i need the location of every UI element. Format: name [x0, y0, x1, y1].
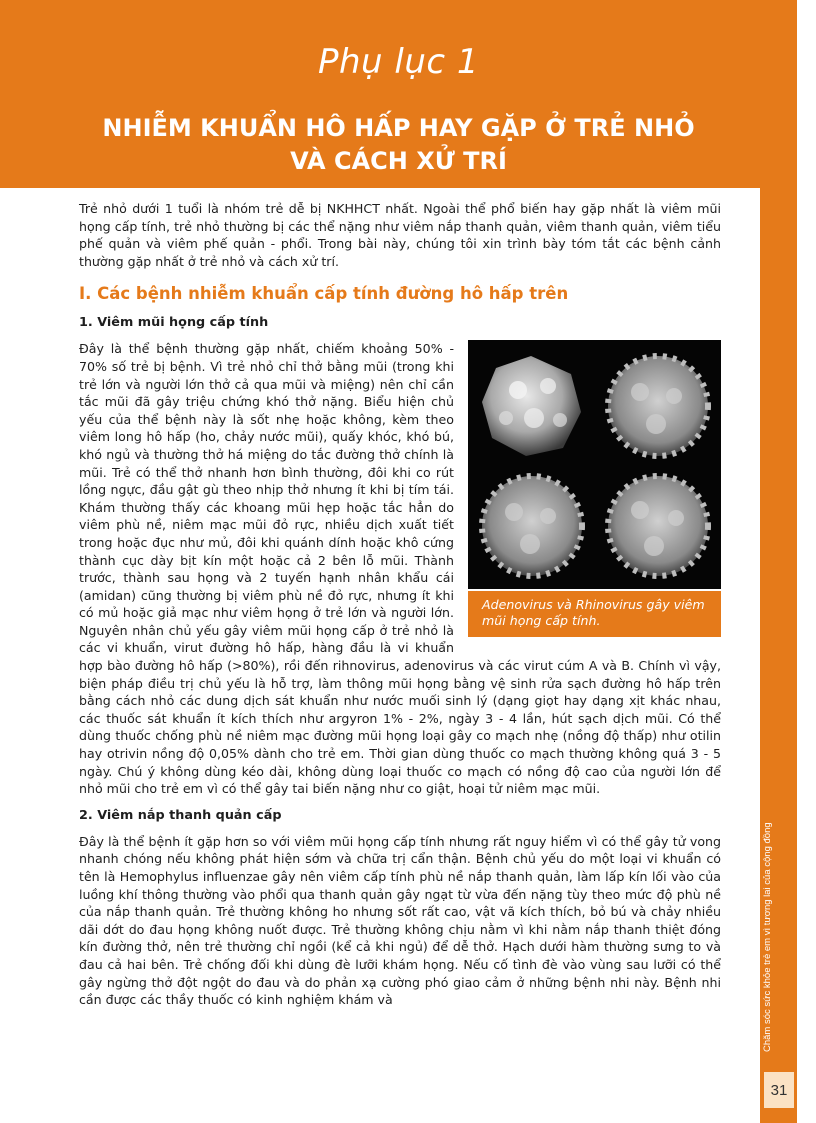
title-line-1: NHIỄM KHUẨN HÔ HẤP HAY GẶP Ở TRẺ NHỎ — [102, 114, 695, 142]
appendix-label: Phụ lục 1 — [317, 42, 480, 82]
subsection-heading-1: 1. Viêm mũi họng cấp tính — [79, 315, 269, 331]
rhinovirus-particle-3 — [608, 476, 708, 576]
virus-figure — [468, 340, 721, 637]
figure-caption: Adenovirus và Rhinovirus gây viêm mũi họng cấp tính. — [468, 591, 721, 637]
intro-paragraph: Trẻ nhỏ dưới 1 tuổi là nhóm trẻ dễ bị NKHHCT nhất. Ngoài thể phổ biến hay gặp nhất là viêm mũi họng cấp tính, trẻ nhỏ thường bị các thể nặng như viêm nắp thanh quản, viêm thanh quản, viêm tiểu phế quản và viêm phế quản - phổi. Trong bài này, chúng tôi xin trình bày tóm tắt các bệnh cảnh thường gặp nhất ở trẻ nhỏ và cách xử trí. — [79, 201, 721, 269]
page-title — [40, 112, 757, 178]
section-heading: I. Các bệnh nhiễm khuẩn cấp tính đường hô hấp trên — [79, 284, 569, 304]
page-number-text: 31 — [770, 1081, 788, 1099]
header-banner — [0, 0, 797, 188]
title-line-2: VÀ CÁCH XỬ TRÍ — [290, 147, 507, 175]
rhinovirus-particle-2 — [482, 476, 582, 576]
rhinovirus-particle-1 — [608, 356, 708, 456]
virus-micrograph-image — [468, 340, 721, 589]
subsection-heading-2: 2. Viêm nắp thanh quản cấp — [79, 807, 282, 823]
subsection-1-body: Đây là thể bệnh thường gặp nhất, chiếm khoảng 50% - 70% số trẻ bị bệnh. Vì trẻ nhỏ chỉ thở bằng mũi (trong khi trẻ lớn và người lớn thở cả qua mũi và miệng) nên chỉ cần tắc mũi đã gây triệu chứng khó thở nặng. Biểu hiện chủ yếu của thể bệnh này là sốt nhẹ hoặc không, kèm theo viêm long hô hấp (ho, chảy nước mũi), quấy khóc, khó bú, khó ngủ và thường thở há miệng do tắc đường thở chính là mũi. Trẻ có thể thở nhanh hơn bình thường, đôi khi co rút lồng ngực, đầu gật gù theo nhịp thở nhưng ít khi bị tím tái. Khám thường thấy các khoang mũi hẹp hoặc tắc hẳn do viêm phù nề, niêm mạc mũi đỏ rực, nhiều dịch xuất tiết trong hoặc đục như mủ, đôi khi quánh dính hoặc khô cứng thành cục dày bịt kín một hoặc cả 2 bên lỗ mũi. Thành trước, thành sau họng và 2 tuyến hạnh nhân khẩu cái (amidan) cũng thường bị viêm phù nề đỏ rực, nhưng ít khi có mủ hoặc giả mạc như viêm họng ở trẻ lớn và người lớn. Nguyên nhân chủ yếu gây viêm mũi họng cấp ở trẻ nhỏ là các vi khuẩn, virut đường hô hấp, hàng đầu là vi khuẩn hợp bào đường hô hấp (>80%), rồi đến rihnovirus, adenovirus và các virut cúm A và B. Chính vì vậy, biện pháp điều trị chủ yếu là hỗ trợ, làm thông mũi họng bằng vệ sinh rửa sạch đường hô hấp trên bằng cách nhỏ các dung dịch sát khuẩn như nước muối sinh lý (dạng giọt hay dạng xịt khác nhau, các thuốc sát khuẩn ít kích thích như argyron 1% - 2%, ngày 3 - 4 lần, hút sạch dịch mũi. Có thể dùng thuốc chống phù nề niêm mạc đường mũi họng loại gây co mạch nhẹ (nồng độ thấp) như otilin hay otrivin nồng độ 0,05% dành cho trẻ em. Thời gian dùng thuốc co mạch thường không quá 3 - 5 ngày. Chú ý không dùng kéo dài, không dùng loại thuốc co mạch có nồng độ cao của người lớn để nhỏ mũi cho trẻ em vì có thể gây tai biến nặng như co giật, hoại tử niêm mạc mũi. — [79, 341, 721, 797]
main-content — [79, 200, 721, 1009]
subsection-2-body: Đây là thể bệnh ít gặp hơn so với viêm mũi họng cấp tính nhưng rất nguy hiểm vì có thể gây tử vong nhanh chóng nếu không phát hiện sớm và chữa trị cẩn thận. Bệnh chủ yếu do một loại vi khuẩn có tên là Hemophylus influenzae gây nên viêm cấp tính phù nề nắp thanh quản, làm lấp kín lối vào của luồng khí thông thường vào phổi qua thanh quản gây ngạt từ vừa đến nặng tùy theo mức độ phù nề của nắp thanh quản. Trẻ thường không ho nhưng sốt rất cao, vật vã kích thích, bỏ bú và chảy nhiều dãi dớt do đau họng không nuốt được. Trẻ thường không chịu nằm vì khi nằm nắp thanh thiệt đóng kín đường thở, nên trẻ thường chỉ ngồi (kể cả khi ngủ) để dễ thở. Hạch dưới hàm thường sưng to và đau cả hai bên. Trẻ chống đối khi dùng đè lưỡi khám họng. Nếu cố tình đè vào vùng sau lưỡi có thể gây ngừng thở đột ngột do đau và do phản xạ cường phó giao cảm ở những bệnh nhi này. Bệnh nhi cần được các thầy thuốc có kinh nghiệm khám và — [79, 833, 721, 1008]
page-number — [764, 1072, 794, 1108]
